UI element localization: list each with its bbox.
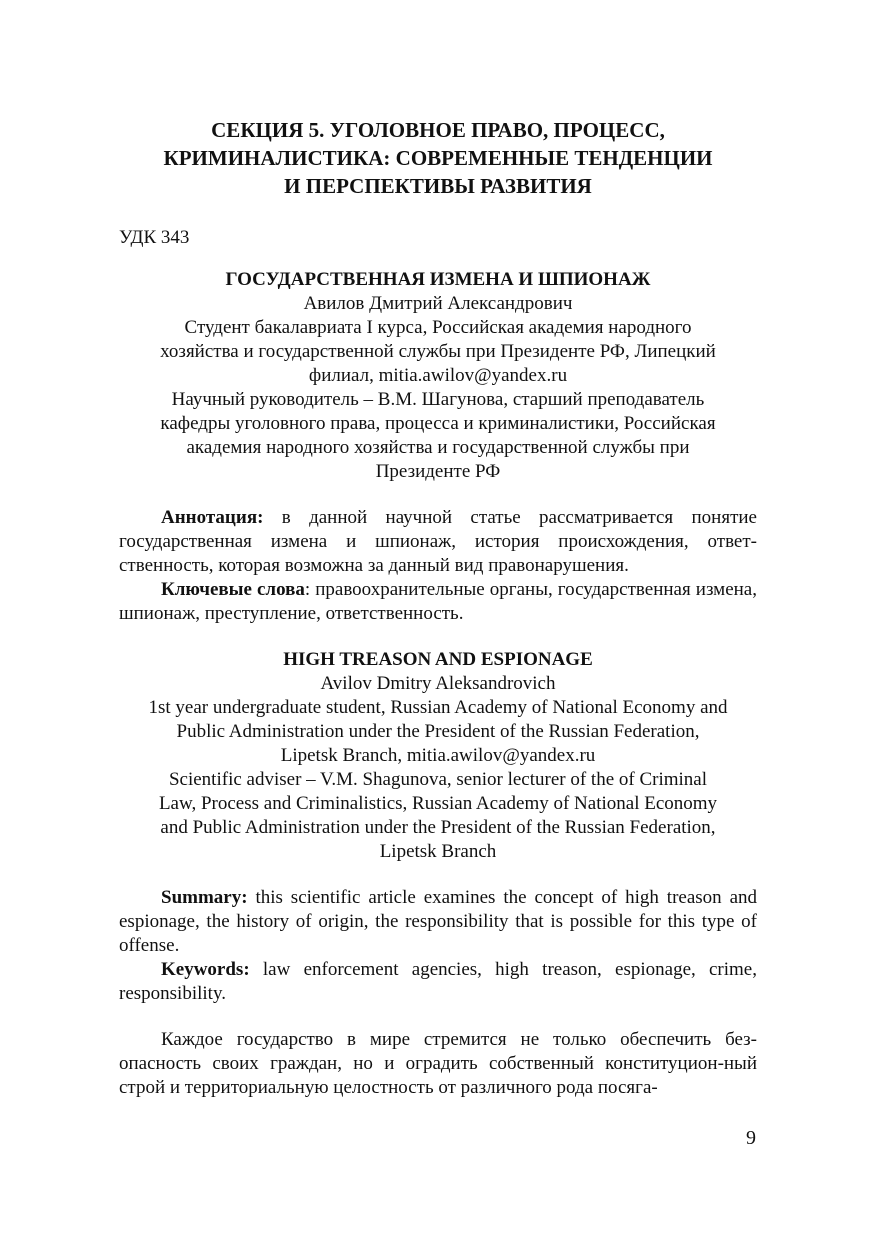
adviser-ru-line: Научный руководитель – В.М. Шагунова, старший преподаватель [171, 389, 705, 410]
affiliation-en-line: Public Administration under the President of the Russian Federation, [176, 721, 700, 742]
summary-en [119, 886, 757, 958]
adviser-en [119, 768, 757, 864]
affiliation-ru-line: Студент бакалавриата I курса, Российская академия народного [184, 317, 692, 338]
article-title-en: HIGH TREASON AND ESPIONAGE [283, 649, 593, 670]
section-title-line: КРИМИНАЛИСТИКА: СОВРЕМЕННЫЕ ТЕНДЕНЦИИ [163, 146, 713, 170]
adviser-ru [119, 388, 757, 484]
keywords-ru [119, 578, 757, 626]
affiliation-en-line: Lipetsk Branch, mitia.awilov@yandex.ru [280, 745, 596, 766]
adviser-ru-line: кафедры уголовного права, процесса и криминалистики, Российская [160, 413, 716, 434]
adviser-en-line: and Public Administration under the President of the Russian Federation, [160, 817, 716, 838]
section-title-line: СЕКЦИЯ 5. УГОЛОВНОЕ ПРАВО, ПРОЦЕСС, [211, 118, 665, 142]
adviser-en-line: Scientific adviser – V.M. Shagunova, senior lecturer of the of Criminal [168, 769, 708, 790]
keywords-label-en: Keywords: [161, 959, 250, 980]
author-en: Avilov Dmitry Aleksandrovich [320, 673, 556, 694]
page-content [119, 116, 757, 1100]
author-ru: Авилов Дмитрий Александрович [303, 293, 573, 314]
keywords-text-ru: : правоохранительные органы, государственная измена, шпионаж, преступление, ответственность. [119, 579, 757, 624]
keywords-en [119, 958, 757, 1006]
body-paragraph: Каждое государство в мире стремится не только обеспечить без-опасность своих граждан, но и оградить собственный конституцион-ный строй и территориальную целостность от различного рода посяга- [119, 1029, 757, 1098]
annotation-label: Аннотация: [161, 507, 264, 528]
annotation-ru [119, 506, 757, 578]
affiliation-en [119, 696, 757, 768]
udk-code: УДК 343 [119, 227, 190, 248]
section-title [119, 116, 757, 200]
adviser-ru-line: академия народного хозяйства и государственной службы при [186, 437, 690, 458]
section-title-line: И ПЕРСПЕКТИВЫ РАЗВИТИЯ [284, 174, 592, 198]
affiliation-ru [119, 316, 757, 388]
summary-text: this scientific article examines the concept of high treason and espionage, the history of origin, the responsibility that is possible for this type of offense. [119, 887, 757, 956]
keywords-label-ru: Ключевые слова [161, 579, 305, 600]
summary-label: Summary: [161, 887, 248, 908]
adviser-en-line: Lipetsk Branch [379, 841, 497, 862]
affiliation-ru-line: хозяйства и государственной службы при Президенте РФ, Липецкий [160, 341, 716, 362]
adviser-ru-line: Президенте РФ [375, 461, 501, 482]
keywords-text-en: law enforcement agencies, high treason, espionage, crime, responsibility. [119, 959, 757, 1004]
annotation-text: в данной научной статье рассматривается понятие государственная измена и шпионаж, история происхождения, ответ-ственность, которая возможна за данный вид правонарушения. [119, 507, 757, 576]
adviser-en-line: Law, Process and Criminalistics, Russian Academy of National Economy [158, 793, 718, 814]
article-title-ru: ГОСУДАРСТВЕННАЯ ИЗМЕНА И ШПИОНАЖ [225, 269, 651, 290]
affiliation-en-line: 1st year undergraduate student, Russian Academy of National Economy and [148, 697, 728, 718]
page-number: 9 [746, 1127, 756, 1149]
affiliation-ru-line: филиал, mitia.awilov@yandex.ru [308, 365, 568, 386]
